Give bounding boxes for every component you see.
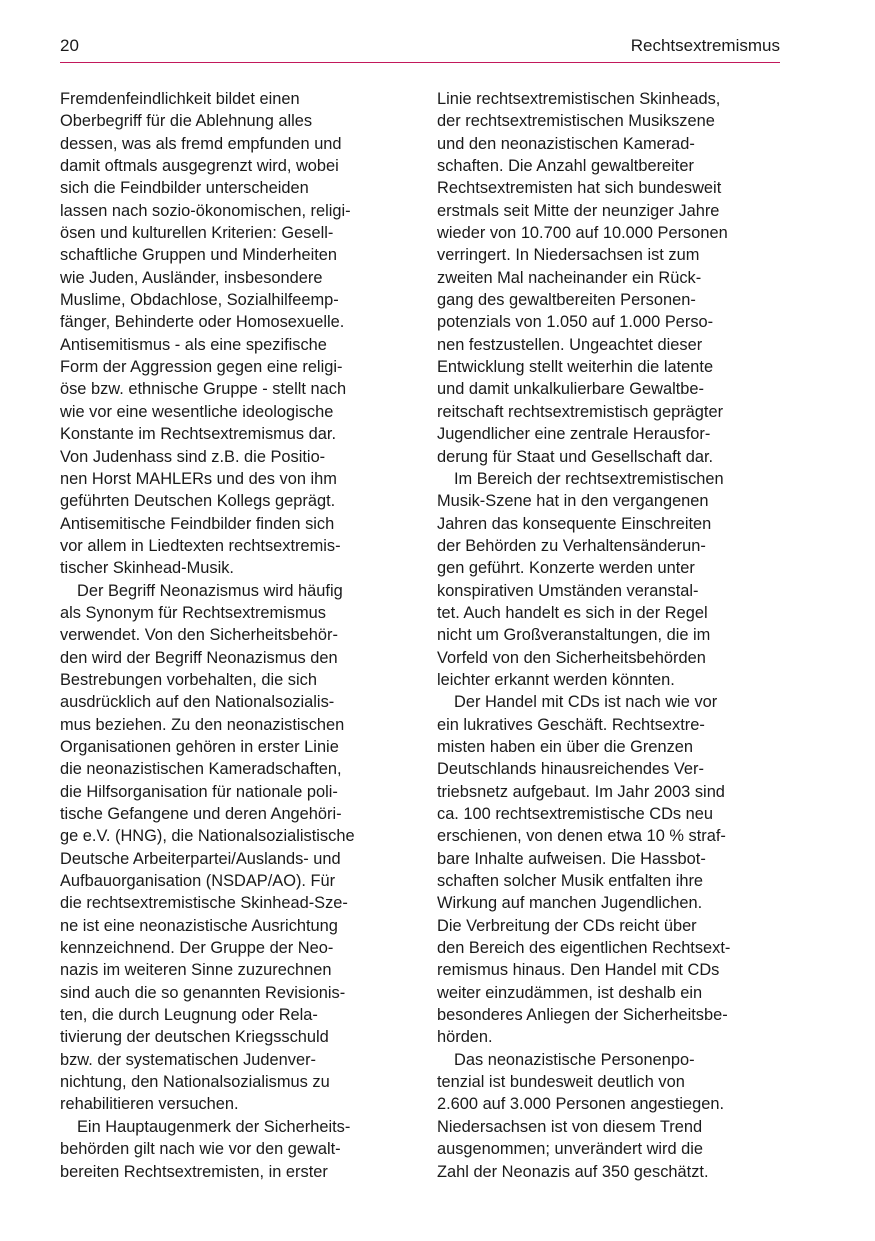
text-line: lassen nach sozio-ökonomischen, religi- (60, 201, 351, 220)
text-line: geführten Deutschen Kollegs geprägt. (60, 492, 336, 511)
text-line: und damit unkalkulierbare Gewaltbe- (437, 380, 704, 399)
text-line: Rechtsextremisten hat sich bundesweit (437, 179, 722, 198)
text-line: zweiten Mal nacheinander ein Rück- (437, 268, 702, 287)
text-line: nicht um Großveranstaltungen, die im (437, 626, 711, 645)
running-title: Rechtsextremismus (630, 36, 780, 55)
text-line: und den neonazistischen Kamerad- (437, 134, 695, 153)
text-line: die neonazistischen Kameradschaften, (60, 760, 342, 779)
text-line: hörden. (437, 1028, 493, 1047)
text-line: Der Begriff Neonazismus wird häufig (77, 581, 343, 600)
text-line: öse bzw. ethnische Gruppe - stellt nach (60, 380, 347, 399)
text-column-right (437, 88, 779, 1183)
text-line: fänger, Behinderte oder Homosexuelle. (60, 313, 345, 332)
text-line: verringert. In Niedersachsen ist zum (437, 246, 700, 265)
text-line: nazis im weiteren Sinne zuzurechnen (60, 961, 332, 980)
text-line: rehabilitieren versuchen. (60, 1095, 239, 1114)
text-line: derung für Staat und Gesellschaft dar. (437, 447, 714, 466)
text-line: Vorfeld von den Sicherheitsbehörden (437, 648, 706, 667)
text-line: ausgenommen; unverändert wird die (437, 1140, 704, 1159)
text-line: schaften. Die Anzahl gewaltbereiter (437, 157, 694, 176)
text-line: gen geführt. Konzerte werden unter (437, 559, 695, 578)
text-line: potenzials von 1.050 auf 1.000 Perso- (437, 313, 714, 332)
text-line: der rechtsextremistischen Musikszene (437, 112, 715, 131)
text-line: den wird der Begriff Neonazismus den (60, 648, 338, 667)
text-line: misten haben ein über die Grenzen (437, 737, 694, 756)
text-column-left (60, 88, 402, 1183)
text-line: gang des gewaltbereiten Personen- (437, 291, 696, 310)
text-line: Zahl der Neonazis auf 350 geschätzt. (437, 1162, 709, 1181)
text-line: triebsnetz aufgebaut. Im Jahr 2003 sind (437, 782, 725, 801)
page-number: 20 (60, 36, 79, 55)
text-line: der Behörden zu Verhaltensänderun- (437, 536, 706, 555)
text-line: nen festzustellen. Ungeachtet dieser (437, 335, 703, 354)
text-line: reitschaft rechtsextremistisch geprägter (437, 402, 724, 421)
text-line: tischer Skinhead-Musik. (60, 559, 234, 578)
text-line: bzw. der systematischen Judenver- (60, 1050, 316, 1069)
text-line: ca. 100 rechtsextremistische CDs neu (437, 805, 714, 823)
text-line: Bestrebungen vorbehalten, die sich (60, 670, 317, 689)
text-line: Antisemitische Feindbilder finden sich (60, 514, 335, 533)
text-line: Deutschlands hinausreichendes Ver- (437, 760, 704, 779)
text-line: behörden gilt nach wie vor den gewalt- (60, 1140, 341, 1159)
page-header (60, 34, 780, 63)
text-line: Antisemitismus - als eine spezifische (60, 335, 327, 354)
text-line: dessen, was als fremd empfunden und (60, 134, 342, 153)
text-line: Aufbauorganisation (NSDAP/AO). Für (60, 872, 336, 891)
text-line: wie vor eine wesentliche ideologische (60, 402, 334, 421)
text-line: ne ist eine neonazistische Ausrichtung (60, 916, 338, 935)
text-line: Niedersachsen ist von diesem Trend (437, 1117, 703, 1136)
text-line: sich die Feindbilder unterscheiden (60, 179, 309, 198)
text-line: Linie rechtsextremistischen Skinheads, (437, 90, 721, 108)
text-line: mus beziehen. Zu den neonazistischen (60, 715, 345, 734)
text-line: tivierung der deutschen Kriegsschuld (60, 1028, 329, 1047)
text-line: besonderes Anliegen der Sicherheitsbe- (437, 1006, 728, 1025)
text-line: Im Bereich der rechtsextremistischen (454, 469, 724, 488)
text-line: Entwicklung stellt weiterhin die latente (437, 358, 714, 377)
text-line: leichter erkannt werden könnten. (437, 670, 675, 689)
text-line: 2.600 auf 3.000 Personen angestiegen. (437, 1095, 725, 1114)
text-line: Musik-Szene hat in den vergangenen (437, 492, 709, 511)
text-line: Wirkung auf manchen Jugendlichen. (437, 894, 703, 913)
text-line: Organisationen gehören in erster Linie (60, 737, 339, 756)
text-line: schaften solcher Musik entfalten ihre (437, 872, 704, 891)
text-line: Jahren das konsequente Einschreiten (437, 514, 712, 533)
text-line: Die Verbreitung der CDs reicht über (437, 916, 697, 935)
text-line: weiter einzudämmen, ist deshalb ein (437, 983, 703, 1002)
text-line: Der Handel mit CDs ist nach wie vor (454, 693, 718, 712)
text-line: konspirativen Umständen veranstal- (437, 581, 699, 600)
text-line: Ein Hauptaugenmerk der Sicherheits- (77, 1117, 351, 1136)
text-line: wie Juden, Ausländer, insbesondere (60, 268, 323, 287)
text-line: Deutsche Arbeiterpartei/Auslands- und (60, 849, 341, 868)
text-line: als Synonym für Rechtsextremismus (60, 603, 326, 622)
text-line: die rechtsextremistische Skinhead-Sze- (60, 894, 348, 913)
text-line: vor allem in Liedtexten rechtsextremis- (60, 536, 341, 555)
text-line: ten, die durch Leugnung oder Rela- (60, 1006, 318, 1025)
text-line: Fremdenfeindlichkeit bildet einen (60, 90, 300, 108)
text-line: damit oftmals ausgegrenzt wird, wobei (60, 157, 339, 176)
text-line: wieder von 10.700 auf 10.000 Personen (437, 224, 728, 243)
text-line: Form der Aggression gegen eine religi- (60, 358, 343, 377)
text-line: die Hilfsorganisation für nationale poli- (60, 782, 338, 801)
text-line: Muslime, Obdachlose, Sozialhilfeemp- (60, 291, 339, 310)
text-line: Das neonazistische Personenpo- (454, 1050, 695, 1069)
text-line: nichtung, den Nationalsozialismus zu (60, 1073, 330, 1092)
text-line: ösen und kulturellen Kriterien: Gesell- (60, 224, 334, 243)
text-line: tenzial ist bundesweit deutlich von (437, 1073, 685, 1092)
text-line: bare Inhalte aufweisen. Die Hassbot- (437, 849, 706, 868)
text-line: ausdrücklich auf den Nationalsozialis- (60, 693, 335, 712)
text-line: verwendet. Von den Sicherheitsbehör- (60, 626, 338, 645)
text-line: kennzeichnend. Der Gruppe der Neo- (60, 939, 334, 958)
text-line: erschienen, von denen etwa 10 % straf- (437, 827, 726, 846)
text-line: Von Judenhass sind z.B. die Positio- (60, 447, 326, 466)
text-line: Jugendlicher eine zentrale Herausfor- (437, 425, 711, 444)
text-line: schaftliche Gruppen und Minderheiten (60, 246, 337, 265)
text-line: den Bereich des eigentlichen Rechtsext- (437, 939, 731, 958)
text-line: remismus hinaus. Den Handel mit CDs (437, 961, 720, 980)
text-line: bereiten Rechtsextremisten, in erster (60, 1162, 328, 1181)
text-line: erstmals seit Mitte der neunziger Jahre (437, 201, 720, 220)
text-line: ge e.V. (HNG), die Nationalsozialistische (60, 827, 355, 846)
text-line: sind auch die so genannten Revisionis- (60, 983, 346, 1002)
text-line: tet. Auch handelt es sich in der Regel (437, 603, 708, 622)
text-line: nen Horst MAHLERs und des von ihm (60, 469, 337, 488)
text-line: Konstante im Rechtsextremismus dar. (60, 425, 337, 444)
text-line: Oberbegriff für die Ablehnung alles (60, 112, 313, 131)
text-line: tische Gefangene und deren Angehöri- (60, 805, 342, 823)
text-line: ein lukratives Geschäft. Rechtsextre- (437, 715, 705, 734)
